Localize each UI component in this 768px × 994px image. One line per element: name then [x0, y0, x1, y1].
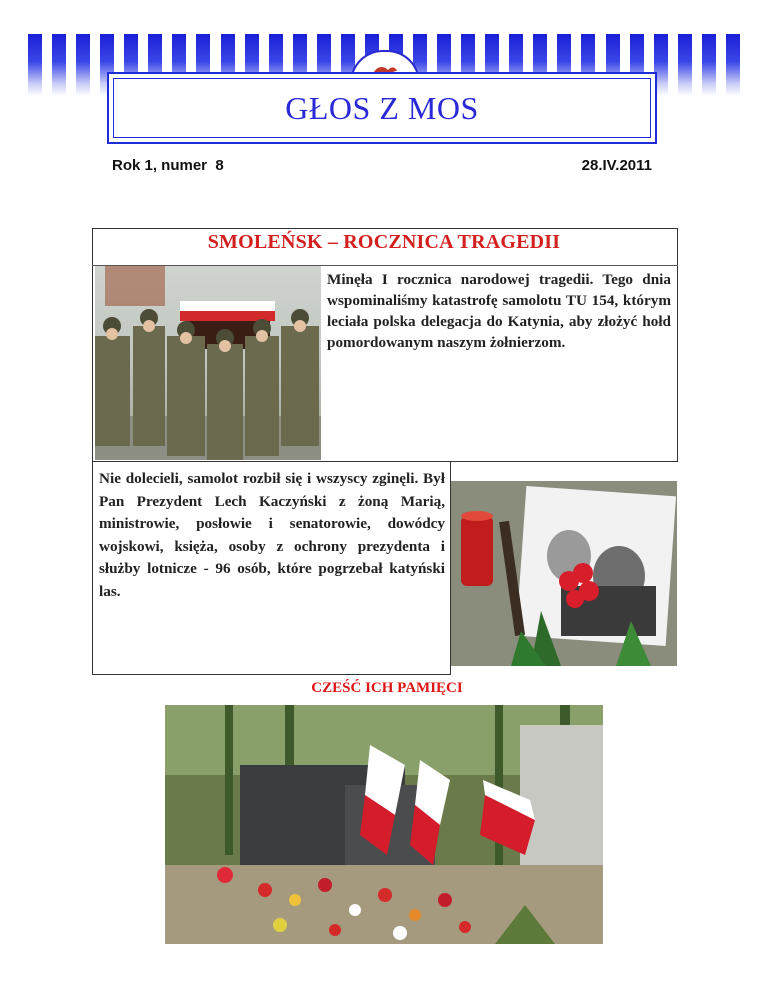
- issue-number: Rok 1, numer 8: [112, 157, 224, 174]
- article-title: SMOLEŃSK – ROCZNICA TRAGEDII: [207, 231, 561, 253]
- article-body: Nie dolecieli, samolot rozbił się i wszyscy zginęli. Był Pan Prezydent Lech Kaczyński z żoną Marią, ministrowie, posłowie i senatorowie, dowódcy wojskowi, księża, osoby z ochrony prezydenta i służby lotnicze - 96 osób, które pogrzebał katyński las.: [99, 470, 445, 600]
- masthead: [107, 72, 657, 144]
- header-stripe: [702, 34, 716, 96]
- memorial-portrait-photo: [451, 481, 677, 666]
- tribute-text: CZEŚĆ ICH PAMIĘCI: [311, 680, 463, 696]
- funeral-ceremony-photo: [95, 266, 321, 460]
- header-stripe: [52, 34, 66, 96]
- header-stripe: [28, 34, 42, 96]
- article-lead: Minęła I rocznica narodowej tragedii. Tego dnia wspominaliśmy katastrofę samolotu TU 154, którym leciała polska delegacja do Katynia, aby złożyć hołd pomordowanym naszym żołnierzom.: [327, 271, 671, 351]
- header-stripe: [678, 34, 692, 96]
- header-stripe: [76, 34, 90, 96]
- newsletter-title: GŁOS Z MOS: [285, 89, 479, 126]
- header-stripe: [726, 34, 740, 96]
- memorial-site-photo: [165, 705, 603, 944]
- tribute-caption: [0, 680, 768, 697]
- issue-date: 28.IV.2011: [581, 157, 652, 174]
